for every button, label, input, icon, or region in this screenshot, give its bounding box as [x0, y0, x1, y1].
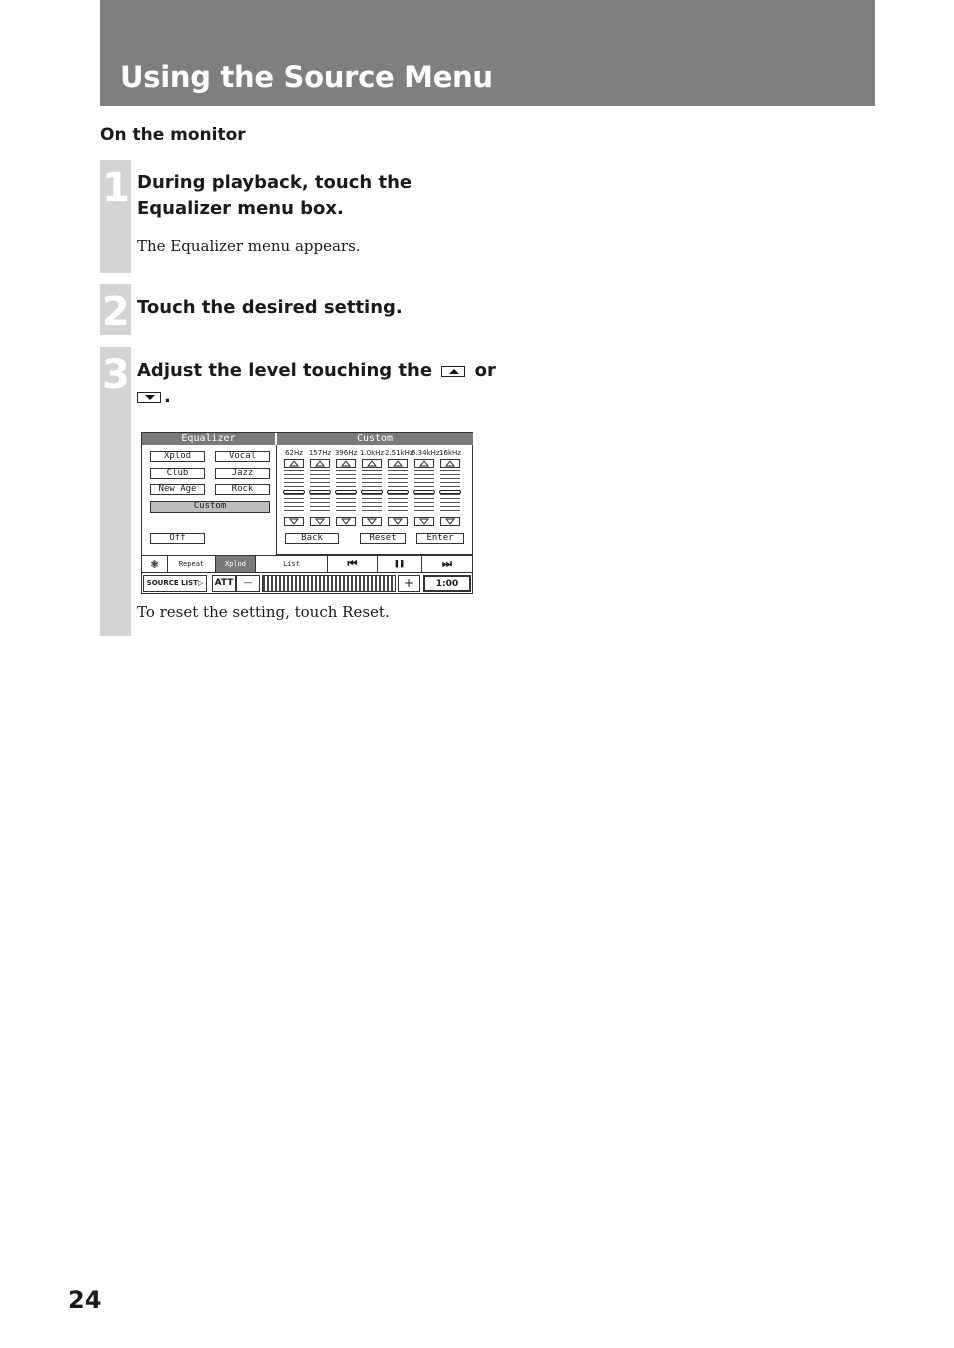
step-3-title-line1 — [137, 358, 496, 384]
band-down-button[interactable] — [284, 517, 304, 526]
xplod-button[interactable]: Xplod — [216, 556, 256, 572]
step-3-title-or: or — [474, 360, 496, 381]
title-banner — [100, 0, 875, 106]
preset-xplod-button[interactable]: Xplod — [150, 451, 205, 462]
section-subheading: On the monitor — [100, 125, 246, 145]
band-frequency-label: 396Hz — [334, 449, 358, 457]
band-frequency-label: 2.51kHz — [385, 449, 414, 457]
band-slider[interactable] — [440, 470, 460, 514]
band-slider[interactable] — [388, 470, 408, 514]
preset-custom-button[interactable]: Custom — [150, 501, 270, 513]
band-slider-knob[interactable] — [283, 490, 305, 494]
step-3-title-line2 — [137, 384, 496, 410]
band-down-button[interactable] — [362, 517, 382, 526]
band-frequency-label: 62Hz — [285, 449, 303, 457]
band-slider-knob[interactable] — [413, 490, 435, 494]
band-slider-knob[interactable] — [335, 490, 357, 494]
band-slider[interactable] — [336, 470, 356, 514]
band-frequency-label: 16kHz — [439, 449, 461, 457]
custom-header: Custom — [277, 433, 473, 445]
up-arrow-icon — [441, 366, 465, 377]
reset-button[interactable]: Reset — [360, 533, 406, 544]
equalizer-icon[interactable]: ❃ — [142, 556, 168, 572]
step-2-title: Touch the desired setting. — [137, 297, 403, 318]
step-1-title-line2: Equalizer menu box. — [137, 198, 344, 219]
band-frequency-label: 6.34kHz — [411, 449, 440, 457]
band-down-button[interactable] — [388, 517, 408, 526]
volume-up-button[interactable]: + — [398, 575, 420, 592]
att-button[interactable]: ATT — [212, 575, 236, 592]
step-3-title-part1: Adjust the level touching the — [137, 360, 433, 381]
band-slider-knob[interactable] — [387, 490, 409, 494]
page-title: Using the Source Menu — [120, 60, 493, 94]
band-up-button[interactable] — [310, 459, 330, 468]
volume-down-button[interactable]: — — [236, 575, 260, 592]
step-2-number: 2 — [102, 289, 130, 335]
band-slider-knob[interactable] — [361, 490, 383, 494]
band-frequency-label: 1.0kHz — [359, 449, 385, 457]
time-display: 1:00 — [423, 575, 471, 592]
next-track-icon[interactable]: ⏭ — [442, 557, 452, 570]
back-button[interactable]: Back — [285, 533, 339, 544]
step-3-title-end: . — [164, 386, 171, 407]
band-down-button[interactable] — [310, 517, 330, 526]
equalizer-screen — [141, 432, 473, 594]
band-up-button[interactable] — [284, 459, 304, 468]
list-button[interactable]: List — [256, 556, 328, 572]
bottom-row — [142, 574, 472, 593]
control-row — [142, 555, 472, 573]
step-3-number: 3 — [102, 352, 130, 398]
preset-jazz-button[interactable]: Jazz — [215, 468, 270, 479]
pause-icon[interactable]: ❚❚ — [378, 556, 422, 572]
band-up-button[interactable] — [388, 459, 408, 468]
band-up-button[interactable] — [414, 459, 434, 468]
off-button[interactable]: Off — [150, 533, 205, 544]
preset-vocal-button[interactable]: Vocal — [215, 451, 270, 462]
step-1-text: The Equalizer menu appears. — [137, 237, 361, 255]
step-1-title — [137, 170, 412, 222]
band-down-button[interactable] — [440, 517, 460, 526]
band-down-button[interactable] — [336, 517, 356, 526]
band-slider[interactable] — [310, 470, 330, 514]
band-up-button[interactable] — [440, 459, 460, 468]
step-3-title — [137, 358, 496, 410]
repeat-button[interactable]: Repeat — [168, 556, 216, 572]
step-3-note: To reset the setting, touch Reset. — [137, 603, 390, 621]
page-number: 24 — [68, 1286, 102, 1314]
enter-button[interactable]: Enter — [416, 533, 464, 544]
step-1-title-line1: During playback, touch the — [137, 172, 413, 193]
band-slider-knob[interactable] — [439, 490, 461, 494]
down-arrow-icon — [137, 392, 161, 403]
preset-new-age-button[interactable]: New Age — [150, 484, 205, 495]
band-slider[interactable] — [284, 470, 304, 514]
source-list-button[interactable]: SOURCE LIST▷ — [143, 575, 207, 592]
band-slider[interactable] — [414, 470, 434, 514]
band-down-button[interactable] — [414, 517, 434, 526]
previous-track-icon[interactable]: ⏮ — [328, 556, 378, 572]
volume-bar[interactable] — [262, 575, 396, 592]
band-frequency-label: 157Hz — [308, 449, 332, 457]
band-up-button[interactable] — [362, 459, 382, 468]
equalizer-header: Equalizer — [142, 433, 275, 445]
step-1-number: 1 — [102, 165, 130, 211]
band-up-button[interactable] — [336, 459, 356, 468]
preset-club-button[interactable]: Club — [150, 468, 205, 479]
band-slider[interactable] — [362, 470, 382, 514]
preset-rock-button[interactable]: Rock — [215, 484, 270, 495]
band-slider-knob[interactable] — [309, 490, 331, 494]
